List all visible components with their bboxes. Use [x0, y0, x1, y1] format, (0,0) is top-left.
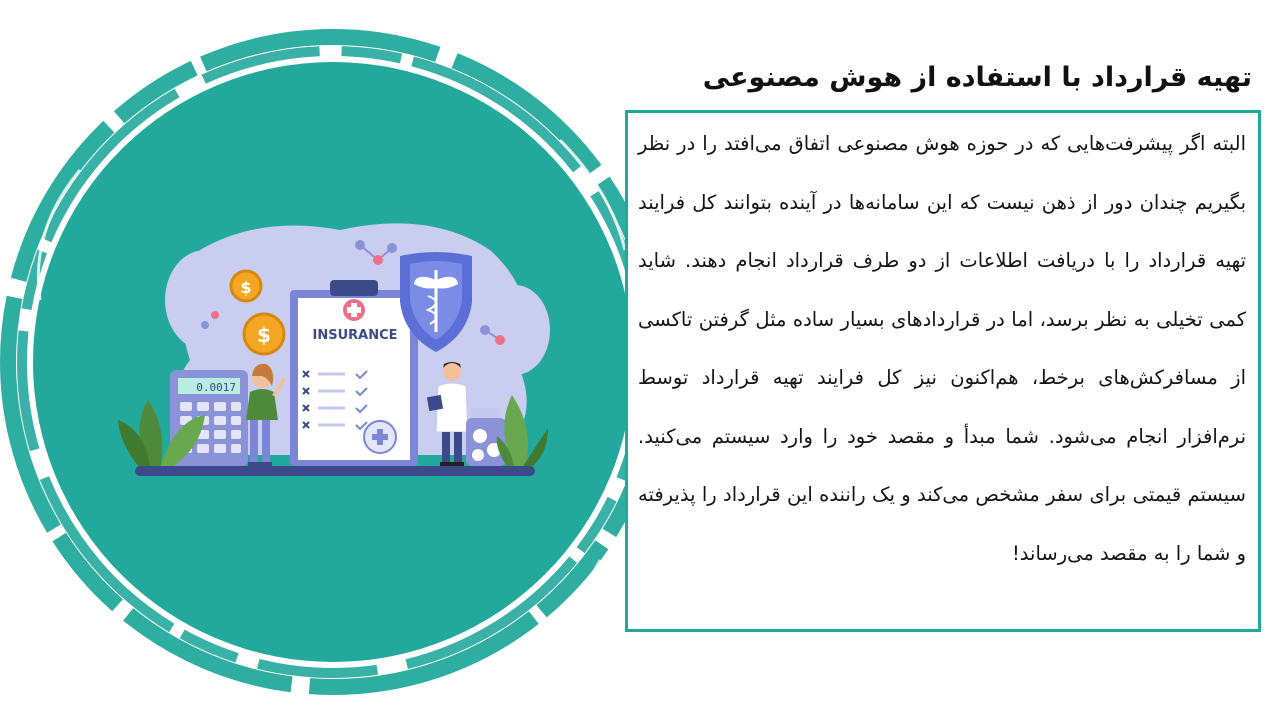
floor-line	[135, 466, 535, 476]
clipboard-label: INSURANCE	[312, 328, 398, 343]
calculator-display: 0.0017	[196, 381, 236, 394]
content-box	[625, 110, 1261, 632]
coin-symbol-large: $	[257, 323, 271, 347]
body-paragraph: البته اگر پیشرفت‌هایی که در حوزه هوش مصنوعی اتفاق می‌افتد را در نظر بگیریم چندان دور از ذهن نیست که این سامانه‌ها در آینده بتوانند کل فرایند تهیه قرارداد را با دریافت اطلاعات از دو طرف قرارداد انجام دهند. شاید کمی تخیلی به نظر برسد، اما در قراردادهای بسیار ساده مثل گرفتن تاکسی از مسافرکش‌های برخط، هم‌اکنون نیز کل فرایند تهیه قرارداد توسط نرم‌افزار انجام می‌شود. شما مبدأ و مقصد خود را وارد سیستم می‌کنید. سیستم قیمتی برای سفر مشخص می‌کند و یک راننده این قرارداد را پذیرفته و شما را به مقصد می‌رساند!	[638, 132, 1246, 565]
pill-jar-icon	[466, 408, 506, 466]
page-title: تهیه قرارداد با استفاده از هوش مصنوعی	[702, 62, 1252, 93]
clipboard-icon	[290, 280, 418, 466]
coin-symbol: $	[240, 278, 252, 297]
